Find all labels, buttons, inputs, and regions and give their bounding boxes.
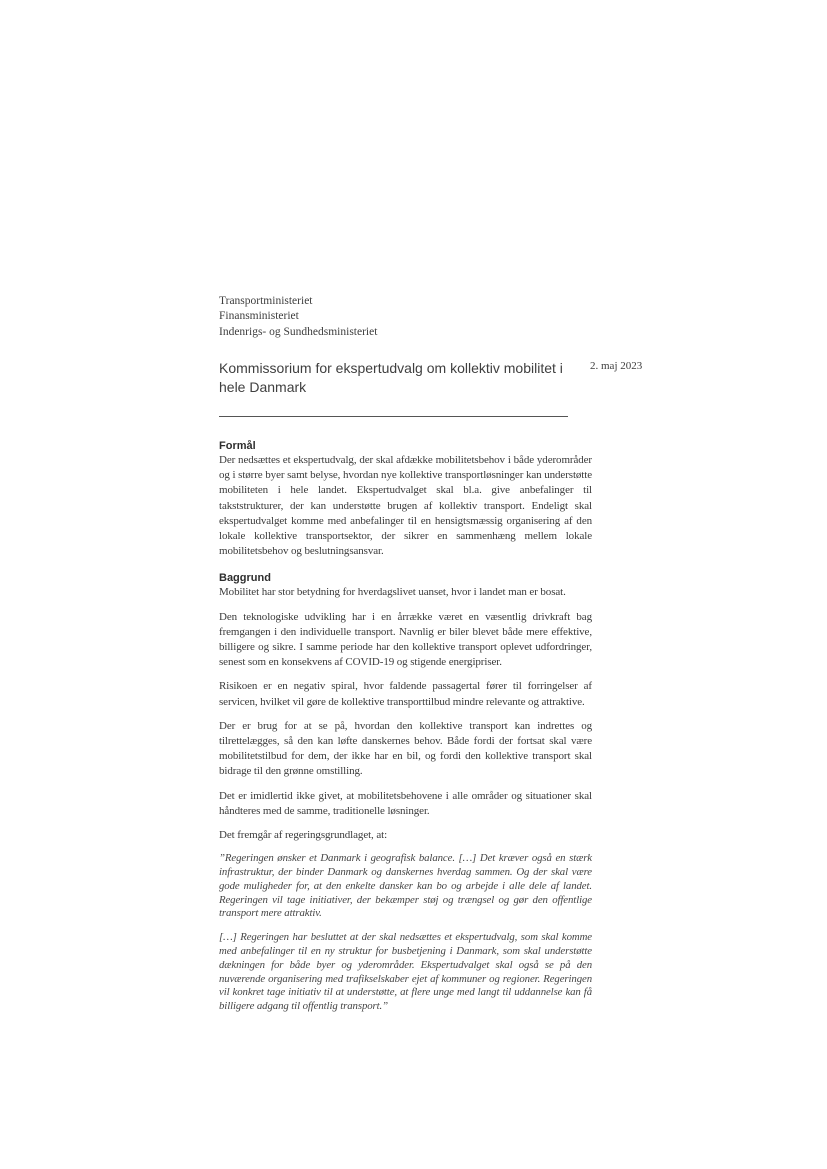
section-heading-formaal: Formål bbox=[219, 440, 256, 452]
sender-ministries bbox=[219, 294, 377, 340]
baggrund-paragraph-4: Der er brug for at se på, hvordan den kollektive transport kan indrettes og tilrettelægges, så den kan løfte danskernes behov. Både fordi der fortsat skal være mobilitetstilbud for dem, der ikke har en bil, og fordi den kollektive transport skal bidrage til den grønne omstilling. bbox=[219, 719, 592, 778]
formaal-paragraph: Der nedsættes et ekspertudvalg, der skal afdække mobilitetsbehov i både yderområder og i større byer samt belyse, hvordan nye kollektive transportløsninger kan understøtte mobiliteten i hele landet. Ekspertudvalget skal bl.a. give anbefalinger til takststrukturer, der kan understøtte brugen af kollektiv transport. Endeligt skal ekspertudvalget komme med anbefalinger til en hensigtsmæssig organisering af den lokale kollektive transportsektor, der sikrer en sammenhæng mellem lokale mobilitetsbehov og beslutningsansvar. bbox=[219, 454, 592, 558]
document-date: 2. maj 2023 bbox=[590, 360, 643, 372]
baggrund-paragraph-6: Det fremgår af regeringsgrundlaget, at: bbox=[219, 829, 388, 842]
section-heading-baggrund: Baggrund bbox=[219, 572, 271, 585]
ministry-line-2: Finansministeriet bbox=[219, 310, 299, 323]
baggrund-paragraph-5: Det er imidlertid ikke givet, at mobilitetsbehovene i alle områder og situationer skal håndteres med de samme, traditionelle løsninger. bbox=[219, 789, 592, 817]
baggrund-paragraph-2: Den teknologiske udvikling har i en årrække været en væsentlig drivkraft bag fremgangen i den individuelle transport. Navnlig er biler blevet både mere effektive, billigere og sikre. I samme periode har den kollektive transport oplevet udfordringer, senest som en konsekvens af COVID-19 og stigende energipriser. bbox=[219, 610, 592, 669]
baggrund-paragraph-1: Mobilitet har stor betydning for hverdagslivet uanset, hvor i landet man er bosat. bbox=[219, 586, 566, 599]
document-body bbox=[219, 440, 592, 1024]
government-platform-quote-2: […] Regeringen har besluttet at der skal nedsættes et ekspertudvalg, som skal komme med anbefalinger til en ny struktur for busbetjening i Danmark, som skal understøtte dækningen for både byer og yderområder. Ekspertudvalget skal også se på den nuværende organisering med trafikselskaber ejet af kommuner og regioner. Regeringen vil konkret tage initiativ til at understøtte, at flere unge med langt til uddannelse kan få billigere adgang til offentlig transport.” bbox=[219, 931, 592, 1013]
ministry-line-1: Transportministeriet bbox=[219, 295, 313, 307]
baggrund-paragraph-3: Risikoen er en negativ spiral, hvor faldende passagertal fører til forringelser af servicen, hvilket vil gøre de kollektive transporttilbud mindre relevante og attraktive. bbox=[219, 680, 592, 708]
government-platform-quote-1: ”Regeringen ønsker et Danmark i geografisk balance. […] Det kræver også en stærk infrastruktur, der binder Danmark og danskernes hverdag sammen. Og der skal være gode muligheder for, at den enkelte dansker kan bo og arbejde i alle dele af landet. Regeringen vil tage initiativer, der bekæmper støj og trængsel og gør den offentlige transport mere attraktiv. bbox=[219, 852, 592, 920]
document-title: Kommissorium for ekspertudvalg om kollektiv mobilitet i hele Danmark bbox=[219, 360, 563, 395]
title-divider-rule bbox=[219, 416, 568, 417]
ministry-line-3: Indenrigs- og Sundhedsministeriet bbox=[219, 325, 378, 338]
